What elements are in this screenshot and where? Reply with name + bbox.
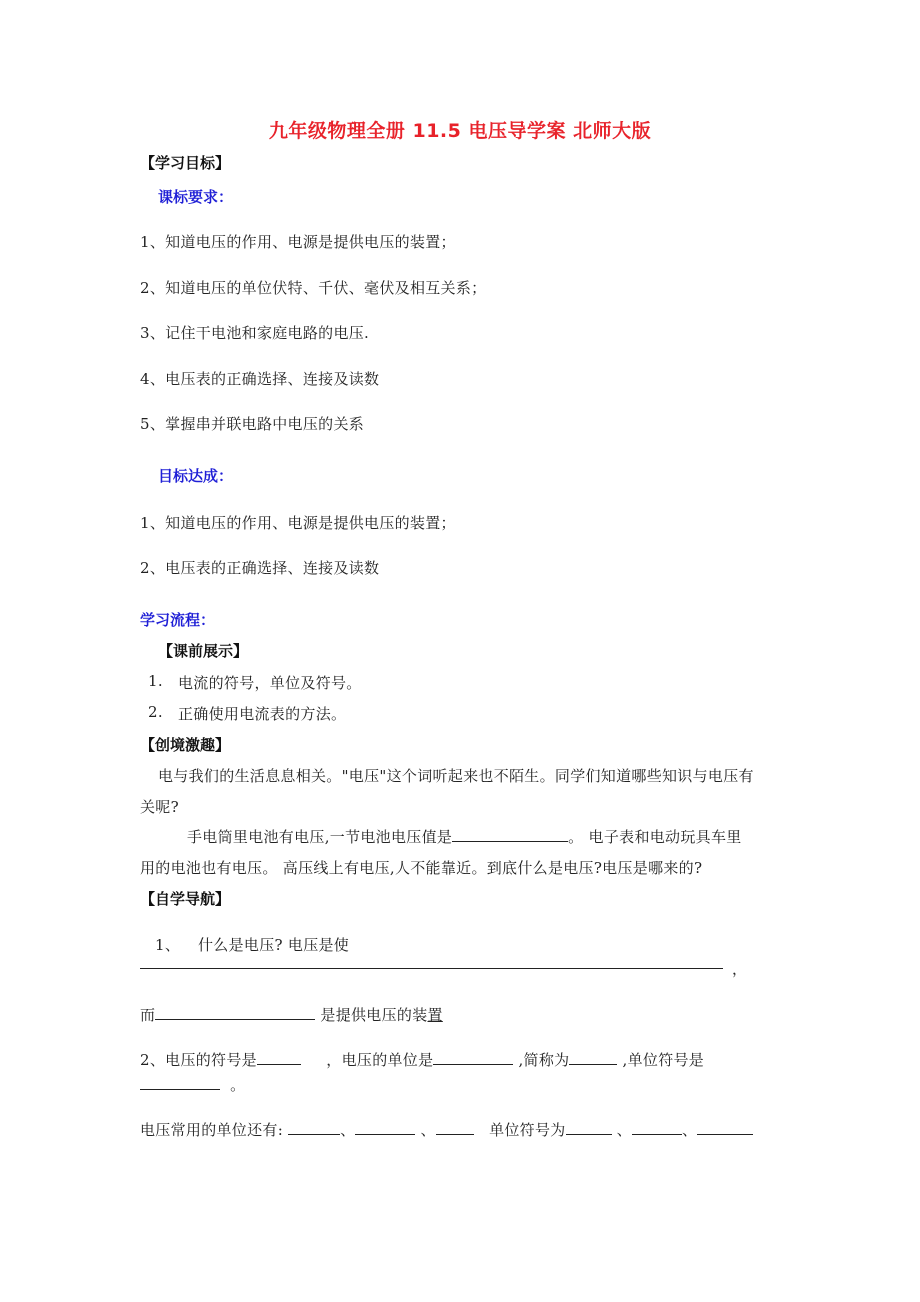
question-text: 单位符号为 [489,1121,566,1139]
scenario-paragraph-line: 关呢? [140,798,179,816]
question-line [140,1004,443,1025]
answer-blank[interactable] [155,1005,315,1020]
separator: 、 [681,1121,698,1139]
question-text: 而 [140,1006,156,1024]
scenario-text: 手电筒里电池有电压,一节电池电压值是 [187,828,453,846]
requirement-item: 1、知道电压的作用、电源是提供电压的装置； [140,233,456,251]
separator: 、 [616,1121,632,1139]
question-text: 。 [230,1076,246,1094]
preview-item-text: 正确使用电流表的方法。 [178,705,347,723]
question-line [140,1049,704,1070]
preview-item-number: 2. [148,703,163,721]
question-text: 是提供电压的装 [320,1006,428,1024]
question-text: ,简称为 [518,1051,570,1069]
answer-blank[interactable] [140,1075,220,1090]
answer-blank[interactable] [697,1120,753,1135]
answer-blank[interactable] [632,1120,682,1135]
preview-heading: 【课前展示】 [158,642,249,660]
requirement-item: 3、记住干电池和家庭电路的电压. [140,324,370,342]
self-study-heading: 【自学导航】 [140,890,231,908]
question-text: ，电压的单位是 [326,1051,434,1069]
requirement-item: 2、知道电压的单位伏特、千伏、毫伏及相互关系； [140,279,487,297]
page-title: 九年级物理全册 11.5 电压导学案 北师大版 [268,120,652,142]
scenario-paragraph-line: 电与我们的生活息息相关。"电压"这个词听起来也不陌生。同学们知道哪些知识与电压有 [158,767,754,785]
learning-process-heading: 学习流程： [140,611,216,629]
question-line [140,1074,245,1095]
answer-blank[interactable] [452,827,568,842]
preview-item-number: 1. [148,672,163,690]
answer-blank[interactable] [569,1050,617,1065]
answer-blank[interactable] [433,1050,513,1065]
preview-item-text: 电流的符号，单位及符号。 [178,674,362,692]
scenario-text: 。 电子表和电动玩具车里 [568,828,742,846]
goal-item: 1、知道电压的作用、电源是提供电压的装置； [140,514,456,532]
question-text: ,单位符号是 [622,1051,705,1069]
scenario-paragraph-line: 用的电池也有电压。 高压线上有电压,人不能靠近。到底什么是电压?电压是哪来的? [140,859,703,877]
requirement-item: 5、掌握串并联电路中电压的关系 [140,415,365,433]
answer-blank[interactable] [140,968,723,969]
scenario-heading: 【创境激趣】 [140,736,231,754]
answer-blank[interactable] [355,1120,415,1135]
requirement-item: 4、电压表的正确选择、连接及读数 [140,370,380,388]
answer-blank[interactable] [566,1120,612,1135]
separator: 、 [340,1121,356,1139]
scenario-paragraph-line [187,826,742,847]
question-text: ， [732,960,748,978]
question-text: 2、电压的符号是 [140,1051,257,1069]
question-text: 置 [427,1006,443,1024]
answer-blank[interactable] [288,1120,340,1135]
question-number: 1、 [155,936,181,954]
separator: 、 [420,1121,436,1139]
section-goals-heading: 【学习目标】 [140,154,231,172]
answer-blank[interactable] [436,1120,474,1135]
question-text: 电压常用的单位还有: [140,1121,284,1139]
curriculum-requirements-heading: 课标要求： [158,188,234,206]
question-text: 什么是电压? 电压是使 [198,936,350,954]
goal-item: 2、电压表的正确选择、连接及读数 [140,559,380,577]
question-line [140,1119,753,1140]
answer-blank[interactable] [257,1050,301,1065]
goal-achievement-heading: 目标达成： [158,467,234,485]
